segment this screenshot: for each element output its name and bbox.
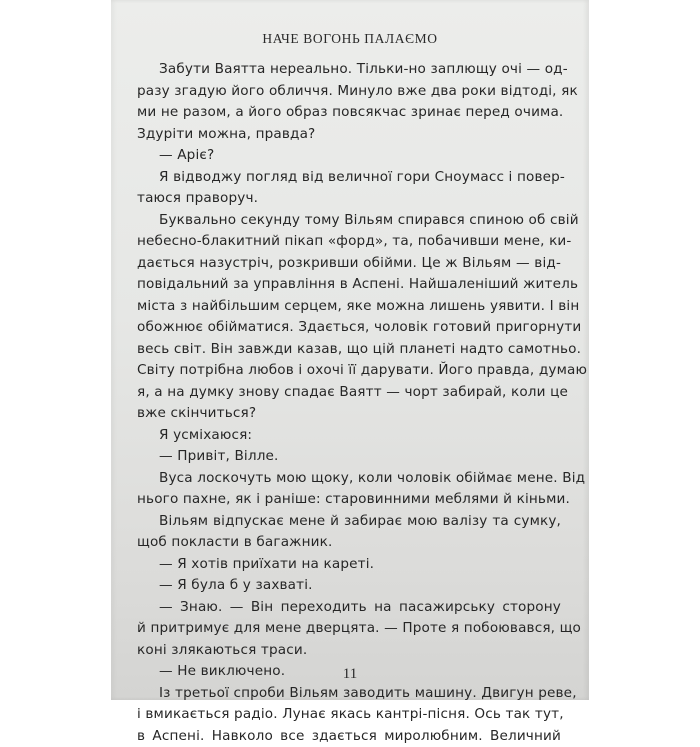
text-line: разу згадую його обличчя. Минуло вже два роки відтоді, як <box>137 81 561 103</box>
text-line: міста з найбільшим серцем, яке можна лишень уявити. І він <box>137 296 561 318</box>
page-number: 11 <box>111 666 589 683</box>
dialogue-line: — Не виключено. <box>137 661 561 683</box>
running-head: НАЧЕ ВОГОНЬ ПАЛАЄМО <box>111 31 589 47</box>
text-line: нього пахне, як і раніше: старовинними меблями й кіньми. <box>137 489 561 511</box>
dialogue-line: — Я хотів приїхати на кареті. <box>137 554 561 576</box>
text-line: щоб покласти в багажник. <box>137 532 561 554</box>
dialogue-line: — Я була б у захваті. <box>137 575 561 597</box>
text-line: таюся праворуч. <box>137 188 561 210</box>
dialogue-line: — Знаю. — Він переходить на пасажирську сторону <box>137 597 561 619</box>
text-line: й притримує для мене дверцята. — Проте я побоювався, що <box>137 618 561 640</box>
text-line: весь світ. Він завжди казав, що цій планеті надто самотньо. <box>137 339 561 361</box>
text-line: я, а на думку знову спадає Ваятт — чорт забирай, коли це <box>137 382 561 404</box>
text-line: Здуріти можна, правда? <box>137 124 561 146</box>
text-line: Вільям відпускає мене й забирає мою валізу та сумку, <box>137 511 561 533</box>
text-line: коні злякаються траси. <box>137 640 561 662</box>
text-line: вже скінчиться? <box>137 403 561 425</box>
text-line: Я відводжу погляд від величної гори Сноумасс і повер- <box>137 167 561 189</box>
text-line: в Аспені. Навколо все здається миролюбним. Величний <box>137 726 561 747</box>
dialogue-line: — Аріє? <box>137 145 561 167</box>
text-line: і вмикається радіо. Лунає якась кантрі-пісня. Ось так тут, <box>137 704 561 726</box>
text-line: ми не разом, а його образ повсякчас зринає перед очима. <box>137 102 561 124</box>
text-line: повідальний за управління в Аспені. Найшаленіший житель <box>137 274 561 296</box>
dialogue-line: — Привіт, Вілле. <box>137 446 561 468</box>
text-line: дається назустріч, розкривши обійми. Це ж Вільям — від- <box>137 253 561 275</box>
body-text <box>137 59 561 747</box>
text-line: Вуса лоскочуть мою щоку, коли чоловік обіймає мене. Від <box>137 468 561 490</box>
text-line: Забути Ваятта нереально. Тільки-но заплющу очі — од- <box>137 59 561 81</box>
text-line: небесно-блакитний пікап «форд», та, побачивши мене, ки- <box>137 231 561 253</box>
text-line: Я усміхаюся: <box>137 425 561 447</box>
book-page <box>111 0 589 700</box>
text-line: Із третьої спроби Вільям заводить машину. Двигун реве, <box>137 683 561 705</box>
text-line: Буквально секунду тому Вільям спирався спиною об свій <box>137 210 561 232</box>
text-line: обожнює обійматися. Здається, чоловік готовий пригорнути <box>137 317 561 339</box>
text-line: Світу потрібна любов і охочі її дарувати. Його правда, думаю <box>137 360 561 382</box>
